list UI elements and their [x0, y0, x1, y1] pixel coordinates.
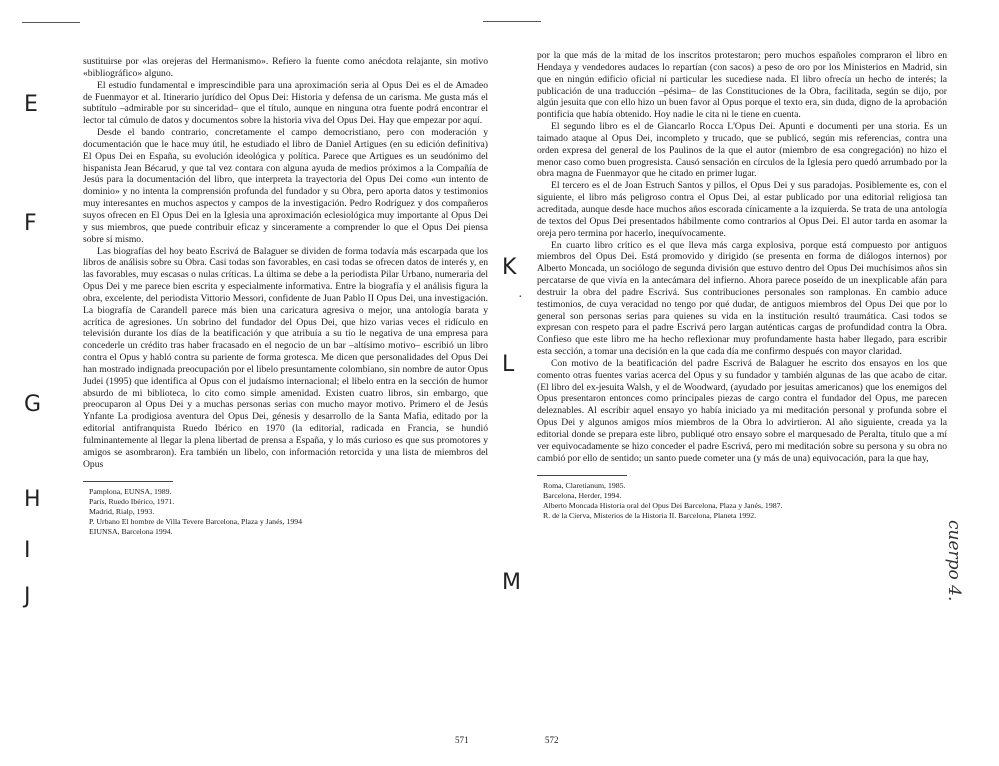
left-page-number: 571 [455, 735, 469, 745]
right-footnote-2: Barcelona, Herder, 1994. [543, 490, 622, 500]
right-paragraph-5: Con motivo de la beatificación del padre Escrivá de Balaguer he escrito dos ensayos en los que comento otras fuentes varias acerca del Opus y su fundador y también algunas de las que acabo de citar. (El libro del ex-jesuita Walsh, y el de Woodward, (ayudado por jesuitas americanos) que los enemigos del Opus presentaron entonces como principales piezas de cargo contra el fundador del Opus, me parecen deleznables. Al escribir aquel ensayo yo había iniciado ya mi meditación personal y profunda sobre el Opus Dei y algunos amigos míos miembros de la Obra lo advirtieron. Al año siguiente, creada ya la editorial donde se prepara este libro, publiqué otro ensayo sobre el marquesado de Peralta, título que a mí ver equivocadamente se hizo conceder el padre Escrivá, pero mi meditación sobre su persona y su obra no cambió por ello de sentido; un santo puede cometer una (y más de una) equivocación, para la que hay, [537, 357, 947, 464]
margin-letter-k: K [502, 255, 517, 280]
right-footnote-4: R. de la Cierva, Misterios de la Historia II. Barcelona, Planeta 1992. [543, 510, 757, 520]
left-footnote-2: París, Ruedo Ibérico, 1971. [89, 496, 175, 506]
left-footnote-1: Pamplona, EUNSA, 1989. [89, 486, 172, 496]
margin-letter-h: H [24, 487, 41, 512]
right-page-number: 572 [545, 735, 559, 745]
margin-letter-e: E [24, 92, 38, 117]
margin-letter-i: I [24, 538, 31, 563]
right-page [537, 50, 947, 521]
right-paragraph-2: El segundo libro es el de Giancarlo Rocca L'Opus Dei. Apunti e documenti per una storia. Es un taimado ataque al Opus Dei, incompleto y trucado, que se publicó, según mis referencias, contra una orden expresa del general de los Paulinos de la que el autor (miembro de esa congregación) no hizo el menor caso como buen progresista. Causó sensación en círculos de la Iglesia pero quedó arrumbado por la obra magna de Fuenmayor que he citado en primer lugar. [537, 121, 947, 180]
right-paragraph-4: En cuarto libro crítico es el que lleva más carga explosiva, porque está compuesto por antiguos miembros del Opus Dei. Está promovido y dirigido (se presenta en forma de diálogos internos) por Alberto Moncada, un sociólogo de segunda división que estuvo dentro del Opus Dei muchísimos años sin percatarse de que vivía en la antecámara del infierno. Ahora parece poseído de un inexplicable afán para destruir la obra del padre Escrivá. Sus contribuciones personales son ramplonas. En cambio aduce testimonios, de cuya veracidad no tengo por qué dudar, de antiguos miembros del Opus Dei que por lo general son personas serias para quienes su vida en la institución resultó traumática. Casi todos se expresan con respeto para el padre Escrivá pero largan auténticas cargas de profundidad contra la Obra. Confieso que este libro me ha hecho reflexionar muy profundamente hasta haber llegado, para escribir esta sección, a tomar una decisión en la que cada día me confirmo después con mayor claridad. [537, 239, 947, 358]
left-paragraph-2: El estudio fundamental e imprescindible para una aproximación seria al Opus Dei es el de Amadeo de Fuenmayor et al. Itinerario jurídico del Opus Dei: Historia y defensa de un carisma. Me gusta más el subtítulo –admirable por su sinceridad– que el título, aunque en ninguna otra fuente podrá encontrar el lector tal cúmulo de datos y documentos sobre la historia viva del Opus Dei. Hay que empezar por aquí. [83, 79, 488, 127]
left-paragraph-4: Las biografías del hoy beato Escrivá de Balaguer se dividen de forma todavía más escarpada que los libros de análisis sobre su Obra. Casi todas son favorables, en casi todas se ofrecen datos de interés y, en las favorables, muy escasas o nulas críticas. La última se debe a la periodista Pilar Urbano, numeraria del Opus Dei y me parece bien escrita y especialmente informativa. Entre la biografía y el análisis figura la obra, excelente, del periodista Vittorio Messori, confidente de Juan Pablo II Opus Dei, una investigación. La biografía de Carandell parece más bien una caricatura agresiva o mejor, una antología barata y acrítica de agresiones. Un sobrino del fundador del Opus Dei, que hizo varias veces el ridículo en televisión durante los días de la beatificación y que atribuía a su tío le negativa de una empresa para concederle un crédito tras haber fracasado en el negocio de un bar –altísimo motivo– escribió un libro contra el Opus y habló contra su pariente de forma grotesca. Me dicen que personalidades del Opus Dei han mostrado indignada preocupación por el libelo presuntamente colombiano, sin nombre de autor Opus Judei (1995) que identifica al Opus con el judaísmo internacional; el libelo entra en la sección de humor absurdo de mi biblioteca, lo cito como simple amenidad. Existen cuatro libros, sin embargo, que preocuparon al Opus Dei y a muchas personas serias con mucho mayor motivo. Primero el de Jesús Ynfante La prodigiosa aventura del Opus Dei, génesis y desarrollo de la Santa Mafia, editado por la editorial antifranquista Ruedo Ibérico en 1970 (la editorial, radicada en Francia, se hundió fulminantemente al llegar la plena libertad de prensa a España, y lo más curioso es que sus promotores y amigos se asombraron). Era también un libelo, con información retorcida y una lista de miembros del Opus [83, 245, 488, 470]
left-footnote-4: P. Urbano El hombre de Villa Tevere Barcelona, Plaza y Janés, 1994 [89, 516, 303, 526]
right-paragraph-1: por la que más de la mitad de los inscritos protestaron; pero muchos españoles compraron el libro en Hendaya y vendedores audaces lo repartían (con sacos) a peso de oro por los Ministerios en Madrid, sin que en ningún edificio oficial ni particular les sucediese nada. El libro ofrecía un hecho de interés; la publicación de una traducción –pésima– de las Constituciones de la Obra, facilitada, según se dijo, por algún jesuita que con ello hizo un buen favor al Opus porque el texto era, sin duda, digno de la aprobación pontificia que había obtenido. Hoy nadie le cita ni le tiene en cuenta. [537, 50, 947, 121]
margin-letter-j: J [24, 584, 31, 609]
right-footnote-rule [537, 475, 627, 476]
right-footnote-3: Alberto Moncada Historia oral del Opus Dei Barcelona, Plaza y Janés, 1987. [543, 500, 783, 510]
left-paragraph-1: sustituirse por «las orejeras del Hermanismo». Refiero la fuente como anécdota relajante, sin motivo «bibliográfico» alguno. [83, 56, 488, 79]
margin-letter-m: M [502, 570, 521, 595]
top-rule-right [483, 21, 541, 22]
margin-letter-f: F [24, 211, 37, 236]
margin-letter-l: L [502, 352, 515, 377]
left-footnote-rule [83, 481, 173, 482]
right-footnote-1: Roma, Claretianum, 1985. [543, 480, 626, 490]
left-footnote-3: Madrid, Rialp, 1993. [89, 506, 155, 516]
left-paragraph-3: Desde el bando contrario, concretamente el campo democristiano, pero con moderación y documentación que le hace muy útil, he estudiado el libro de Daniel Artigues (en su edición definitiva) El Opus Dei en España, su evolución ideológica y política. Parece que Artigues es un seudónimo del hispanista Jean Bécarud, y que tal vez contara con alguna ayuda de medios próximos a la Compañía de Jesús para la documentación del libro, que interpreta la trayectoria del Opus Dei como «un intento de dominio» y no intenta la comprensión profunda del fundador y su Obra, pero aporta datos y testimonios muy interesantes en muchos aspectos y campos de la investigación. Pedro Rodríguez y dos compañeros suyos ofrecen en El Opus Dei en la Iglesia una aproximación eclesiológica muy importante al Opus Dei y sus miembros, que puede contribuir eficaz y sinceramente a comprender lo que el Opus Dei piensa sobre sí mismo. [83, 127, 488, 245]
top-rule-left [22, 22, 80, 23]
margin-dot: · [518, 290, 523, 305]
margin-handwritten-note: cuerpo 4. [944, 520, 964, 602]
left-page [83, 56, 488, 537]
margin-letter-g: G [24, 392, 42, 417]
left-footnote-5: EIUNSA, Barcelona 1994. [89, 526, 173, 536]
right-paragraph-3: El tercero es el de Joan Estruch Santos y pillos, el Opus Dei y sus paradojas. Posiblemente es, con el siguiente, el libro más peligroso contra el Opus Dei, al estar publicado por una editorial religiosa tan acreditada, aunque desde hace muchos años escorada cínicamente a la izquierda. Se trata de una antología de textos del Opus Dei presentados hábilmente como contrarios al Opus Dei. El autor tarda en asomar la oreja pero termina por hacerlo, inequívocamente. [537, 180, 947, 239]
